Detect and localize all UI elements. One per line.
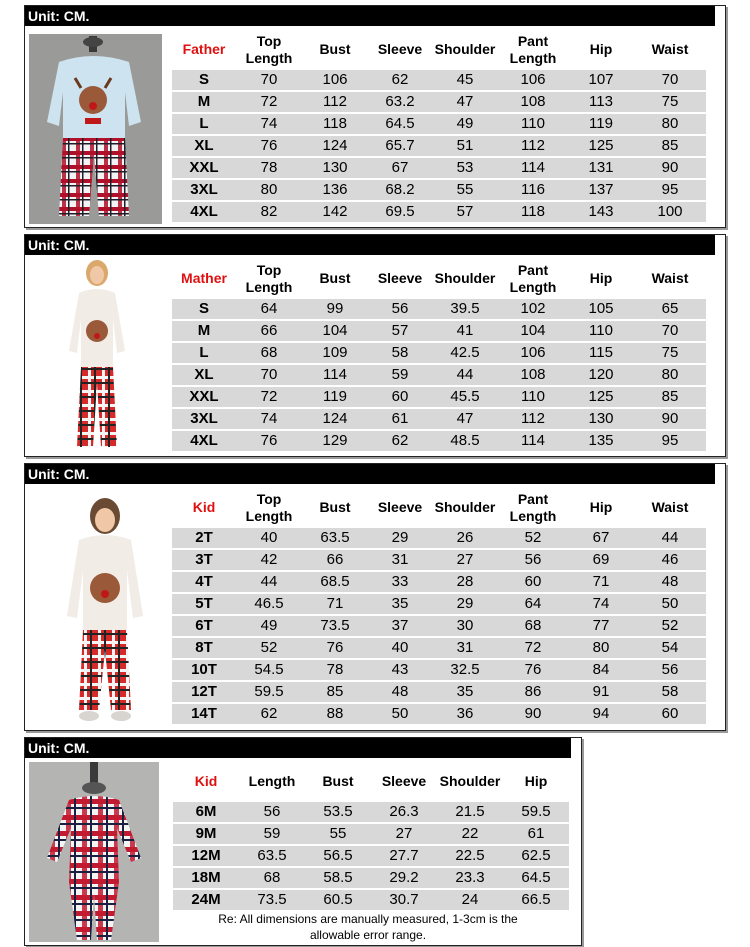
value-cell: 72 — [236, 387, 302, 407]
value-cell: 119 — [568, 114, 634, 134]
size-cell: 8T — [172, 638, 236, 658]
value-cell: 42 — [236, 550, 302, 570]
table-row — [173, 846, 569, 866]
baby-photo-illustration — [29, 762, 159, 942]
value-cell: 90 — [634, 158, 706, 178]
value-cell: 52 — [498, 528, 568, 548]
value-cell: 62.5 — [503, 846, 569, 866]
value-cell: 49 — [236, 616, 302, 636]
value-cell: 29 — [368, 528, 432, 548]
value-cell: 24 — [437, 890, 503, 910]
value-cell: 64 — [498, 594, 568, 614]
value-cell: 67 — [368, 158, 432, 178]
value-cell: 80 — [568, 638, 634, 658]
mother-photo-illustration — [55, 259, 139, 453]
value-cell: 129 — [302, 431, 368, 451]
size-cell: 4T — [172, 572, 236, 592]
value-cell: 77 — [568, 616, 634, 636]
size-cell: 10T — [172, 660, 236, 680]
table-row — [173, 890, 569, 910]
value-cell: 99 — [302, 299, 368, 319]
table-row — [172, 365, 706, 385]
col-header: Top Length — [245, 32, 293, 66]
value-cell: 73.5 — [302, 616, 368, 636]
value-cell: 114 — [498, 158, 568, 178]
value-cell: 65 — [634, 299, 706, 319]
value-cell: 29 — [432, 594, 498, 614]
value-cell: 27.7 — [371, 846, 437, 866]
value-cell: 66 — [236, 321, 302, 341]
value-cell: 76 — [302, 638, 368, 658]
size-cell: L — [172, 114, 236, 134]
value-cell: 94 — [568, 704, 634, 724]
value-cell: 59.5 — [236, 682, 302, 702]
value-cell: 61 — [368, 409, 432, 429]
value-cell: 125 — [568, 136, 634, 156]
value-cell: 137 — [568, 180, 634, 200]
col-header: Bust — [319, 41, 351, 57]
value-cell: 85 — [302, 682, 368, 702]
value-cell: 56.5 — [305, 846, 371, 866]
value-cell: 124 — [302, 409, 368, 429]
table-row — [172, 70, 706, 90]
table-row — [172, 387, 706, 407]
value-cell: 40 — [236, 528, 302, 548]
who-label: Kid — [194, 773, 218, 789]
value-cell: 106 — [498, 70, 568, 90]
value-cell: 56 — [498, 550, 568, 570]
value-cell: 82 — [236, 202, 302, 222]
father-photo-illustration — [29, 34, 162, 224]
size-cell: 6T — [172, 616, 236, 636]
table-row — [172, 202, 706, 222]
value-cell: 54.5 — [236, 660, 302, 680]
value-cell: 46.5 — [236, 594, 302, 614]
value-cell: 75 — [634, 343, 706, 363]
size-cell: 24M — [173, 890, 239, 910]
value-cell: 135 — [568, 431, 634, 451]
value-cell: 47 — [432, 92, 498, 112]
value-cell: 125 — [568, 387, 634, 407]
value-cell: 80 — [634, 365, 706, 385]
value-cell: 80 — [634, 114, 706, 134]
size-cell: 3T — [172, 550, 236, 570]
table-row — [172, 321, 706, 341]
value-cell: 27 — [432, 550, 498, 570]
value-cell: 107 — [568, 70, 634, 90]
value-cell: 68.2 — [368, 180, 432, 200]
col-header: Bust — [319, 499, 351, 515]
value-cell: 22.5 — [437, 846, 503, 866]
value-cell: 109 — [302, 343, 368, 363]
value-cell: 39.5 — [432, 299, 498, 319]
value-cell: 64.5 — [503, 868, 569, 888]
value-cell: 50 — [634, 594, 706, 614]
value-cell: 130 — [302, 158, 368, 178]
table-row — [173, 868, 569, 888]
value-cell: 23.3 — [437, 868, 503, 888]
col-header: Hip — [524, 773, 548, 789]
value-cell: 44 — [432, 365, 498, 385]
size-cell: XXL — [172, 387, 236, 407]
table-row — [172, 136, 706, 156]
value-cell: 58.5 — [305, 868, 371, 888]
table-row — [172, 550, 706, 570]
value-cell: 48.5 — [432, 431, 498, 451]
value-cell: 61 — [503, 824, 569, 844]
value-cell: 118 — [302, 114, 368, 134]
value-cell: 108 — [498, 365, 568, 385]
size-table-baby — [173, 761, 569, 912]
kid-photo-illustration — [65, 496, 147, 728]
value-cell: 44 — [236, 572, 302, 592]
col-header: Length — [248, 773, 296, 789]
value-cell: 65.7 — [368, 136, 432, 156]
size-table-kid — [172, 487, 706, 726]
size-cell: 4XL — [172, 431, 236, 451]
value-cell: 74 — [568, 594, 634, 614]
value-cell: 33 — [368, 572, 432, 592]
value-cell: 76 — [236, 431, 302, 451]
value-cell: 56 — [239, 802, 305, 822]
value-cell: 76 — [498, 660, 568, 680]
value-cell: 116 — [498, 180, 568, 200]
value-cell: 63.5 — [302, 528, 368, 548]
value-cell: 58 — [634, 682, 706, 702]
value-cell: 114 — [302, 365, 368, 385]
value-cell: 43 — [368, 660, 432, 680]
value-cell: 40 — [368, 638, 432, 658]
value-cell: 60 — [368, 387, 432, 407]
value-cell: 105 — [568, 299, 634, 319]
col-header: Waist — [651, 270, 689, 286]
col-header: Sleeve — [377, 499, 423, 515]
value-cell: 49 — [432, 114, 498, 134]
unit-label: Unit: CM. — [25, 6, 715, 26]
value-cell: 57 — [432, 202, 498, 222]
value-cell: 35 — [432, 682, 498, 702]
value-cell: 57 — [368, 321, 432, 341]
value-cell: 56 — [368, 299, 432, 319]
value-cell: 71 — [568, 572, 634, 592]
value-cell: 55 — [432, 180, 498, 200]
value-cell: 74 — [236, 409, 302, 429]
value-cell: 112 — [498, 136, 568, 156]
value-cell: 62 — [368, 70, 432, 90]
col-header: Shoulder — [434, 270, 496, 286]
col-header: Hip — [589, 499, 613, 515]
size-cell: XXL — [172, 158, 236, 178]
value-cell: 36 — [432, 704, 498, 724]
value-cell: 62 — [368, 431, 432, 451]
value-cell: 112 — [302, 92, 368, 112]
value-cell: 30.7 — [371, 890, 437, 910]
col-header: Hip — [589, 41, 613, 57]
col-header: Sleeve — [377, 270, 423, 286]
value-cell: 31 — [432, 638, 498, 658]
size-cell: 2T — [172, 528, 236, 548]
value-cell: 90 — [498, 704, 568, 724]
col-header: Sleeve — [381, 773, 427, 789]
size-cell: M — [172, 321, 236, 341]
value-cell: 104 — [302, 321, 368, 341]
table-row — [172, 180, 706, 200]
size-cell: 9M — [173, 824, 239, 844]
value-cell: 72 — [236, 92, 302, 112]
value-cell: 110 — [568, 321, 634, 341]
value-cell: 21.5 — [437, 802, 503, 822]
value-cell: 68 — [236, 343, 302, 363]
value-cell: 30 — [432, 616, 498, 636]
col-header: Waist — [651, 41, 689, 57]
table-row — [172, 343, 706, 363]
value-cell: 62 — [236, 704, 302, 724]
value-cell: 31 — [368, 550, 432, 570]
size-cell: 4XL — [172, 202, 236, 222]
value-cell: 73.5 — [239, 890, 305, 910]
value-cell: 29.2 — [371, 868, 437, 888]
kid-pajama-photo — [65, 496, 147, 728]
value-cell: 136 — [302, 180, 368, 200]
value-cell: 68.5 — [302, 572, 368, 592]
table-row — [173, 824, 569, 844]
value-cell: 66 — [302, 550, 368, 570]
value-cell: 64 — [236, 299, 302, 319]
value-cell: 59 — [239, 824, 305, 844]
value-cell: 130 — [568, 409, 634, 429]
value-cell: 35 — [368, 594, 432, 614]
size-cell: S — [172, 299, 236, 319]
size-cell: 12M — [173, 846, 239, 866]
value-cell: 70 — [634, 321, 706, 341]
value-cell: 68 — [498, 616, 568, 636]
value-cell: 110 — [498, 387, 568, 407]
table-row — [172, 638, 706, 658]
col-header: Top Length — [245, 490, 293, 524]
size-chart-father — [24, 5, 726, 228]
value-cell: 84 — [568, 660, 634, 680]
size-cell: 12T — [172, 682, 236, 702]
col-header: Sleeve — [377, 41, 423, 57]
table-row — [172, 299, 706, 319]
table-row — [172, 92, 706, 112]
value-cell: 95 — [634, 180, 706, 200]
col-header: Shoulder — [434, 41, 496, 57]
value-cell: 120 — [568, 365, 634, 385]
value-cell: 70 — [236, 365, 302, 385]
value-cell: 48 — [634, 572, 706, 592]
size-table-mother — [172, 258, 706, 453]
value-cell: 44 — [634, 528, 706, 548]
value-cell: 70 — [236, 70, 302, 90]
value-cell: 72 — [498, 638, 568, 658]
value-cell: 88 — [302, 704, 368, 724]
value-cell: 90 — [634, 409, 706, 429]
value-cell: 45 — [432, 70, 498, 90]
value-cell: 108 — [498, 92, 568, 112]
value-cell: 45.5 — [432, 387, 498, 407]
size-cell: 3XL — [172, 180, 236, 200]
size-cell: 5T — [172, 594, 236, 614]
value-cell: 106 — [498, 343, 568, 363]
size-cell: M — [172, 92, 236, 112]
value-cell: 69.5 — [368, 202, 432, 222]
value-cell: 28 — [432, 572, 498, 592]
value-cell: 112 — [498, 409, 568, 429]
value-cell: 100 — [634, 202, 706, 222]
value-cell: 50 — [368, 704, 432, 724]
size-cell: 18M — [173, 868, 239, 888]
value-cell: 119 — [302, 387, 368, 407]
table-row — [172, 682, 706, 702]
value-cell: 47 — [432, 409, 498, 429]
size-chart-mother — [24, 234, 726, 457]
table-row — [172, 572, 706, 592]
size-cell: L — [172, 343, 236, 363]
value-cell: 60 — [498, 572, 568, 592]
value-cell: 51 — [432, 136, 498, 156]
value-cell: 32.5 — [432, 660, 498, 680]
value-cell: 143 — [568, 202, 634, 222]
value-cell: 26 — [432, 528, 498, 548]
mother-pajama-photo — [55, 259, 139, 453]
value-cell: 54 — [634, 638, 706, 658]
value-cell: 71 — [302, 594, 368, 614]
size-cell: 3XL — [172, 409, 236, 429]
baby-romper-photo — [29, 762, 159, 942]
col-header: Shoulder — [434, 499, 496, 515]
value-cell: 60 — [634, 704, 706, 724]
value-cell: 63.5 — [239, 846, 305, 866]
size-chart-kid — [24, 463, 726, 731]
col-header: Bust — [319, 270, 351, 286]
col-header: Pant Length — [509, 261, 557, 295]
value-cell: 115 — [568, 343, 634, 363]
value-cell: 102 — [498, 299, 568, 319]
value-cell: 131 — [568, 158, 634, 178]
value-cell: 53 — [432, 158, 498, 178]
value-cell: 48 — [368, 682, 432, 702]
size-cell: 14T — [172, 704, 236, 724]
measurement-note: Re: All dimensions are manually measured, 1-3cm is the allowable error range. — [218, 912, 518, 942]
table-row — [172, 409, 706, 429]
table-row — [173, 802, 569, 822]
col-header: Top Length — [245, 261, 293, 295]
value-cell: 76 — [236, 136, 302, 156]
value-cell: 106 — [302, 70, 368, 90]
col-header: Hip — [589, 270, 613, 286]
table-row — [172, 660, 706, 680]
value-cell: 67 — [568, 528, 634, 548]
value-cell: 52 — [236, 638, 302, 658]
value-cell: 114 — [498, 431, 568, 451]
size-cell: XL — [172, 365, 236, 385]
value-cell: 110 — [498, 114, 568, 134]
value-cell: 78 — [236, 158, 302, 178]
value-cell: 26.3 — [371, 802, 437, 822]
value-cell: 95 — [634, 431, 706, 451]
value-cell: 86 — [498, 682, 568, 702]
col-header: Shoulder — [439, 773, 501, 789]
value-cell: 59.5 — [503, 802, 569, 822]
father-pajama-photo — [29, 34, 162, 224]
value-cell: 70 — [634, 70, 706, 90]
value-cell: 64.5 — [368, 114, 432, 134]
value-cell: 63.2 — [368, 92, 432, 112]
value-cell: 56 — [634, 660, 706, 680]
size-table-father — [172, 29, 706, 224]
unit-label: Unit: CM. — [25, 464, 715, 484]
value-cell: 66.5 — [503, 890, 569, 910]
value-cell: 55 — [305, 824, 371, 844]
value-cell: 58 — [368, 343, 432, 363]
value-cell: 75 — [634, 92, 706, 112]
size-cell: 6M — [173, 802, 239, 822]
value-cell: 142 — [302, 202, 368, 222]
table-row — [172, 704, 706, 724]
col-header: Bust — [322, 773, 354, 789]
value-cell: 113 — [568, 92, 634, 112]
size-cell: S — [172, 70, 236, 90]
col-header: Waist — [651, 499, 689, 515]
value-cell: 68 — [239, 868, 305, 888]
value-cell: 69 — [568, 550, 634, 570]
value-cell: 104 — [498, 321, 568, 341]
who-label: Kid — [192, 499, 216, 515]
who-label: Father — [182, 41, 226, 57]
value-cell: 42.5 — [432, 343, 498, 363]
value-cell: 53.5 — [305, 802, 371, 822]
table-row — [172, 616, 706, 636]
table-row — [172, 594, 706, 614]
value-cell: 27 — [371, 824, 437, 844]
value-cell: 52 — [634, 616, 706, 636]
col-header: Pant Length — [509, 32, 557, 66]
value-cell: 59 — [368, 365, 432, 385]
table-row — [172, 158, 706, 178]
size-chart-baby — [24, 737, 582, 946]
value-cell: 37 — [368, 616, 432, 636]
value-cell: 78 — [302, 660, 368, 680]
value-cell: 41 — [432, 321, 498, 341]
value-cell: 91 — [568, 682, 634, 702]
col-header: Pant Length — [509, 490, 557, 524]
value-cell: 124 — [302, 136, 368, 156]
value-cell: 46 — [634, 550, 706, 570]
unit-label: Unit: CM. — [25, 235, 715, 255]
value-cell: 80 — [236, 180, 302, 200]
table-row — [172, 528, 706, 548]
value-cell: 85 — [634, 387, 706, 407]
table-row — [172, 114, 706, 134]
size-cell: XL — [172, 136, 236, 156]
who-label: Mather — [181, 270, 227, 286]
value-cell: 118 — [498, 202, 568, 222]
value-cell: 74 — [236, 114, 302, 134]
value-cell: 22 — [437, 824, 503, 844]
unit-label: Unit: CM. — [25, 738, 571, 758]
table-row — [172, 431, 706, 451]
value-cell: 85 — [634, 136, 706, 156]
value-cell: 60.5 — [305, 890, 371, 910]
